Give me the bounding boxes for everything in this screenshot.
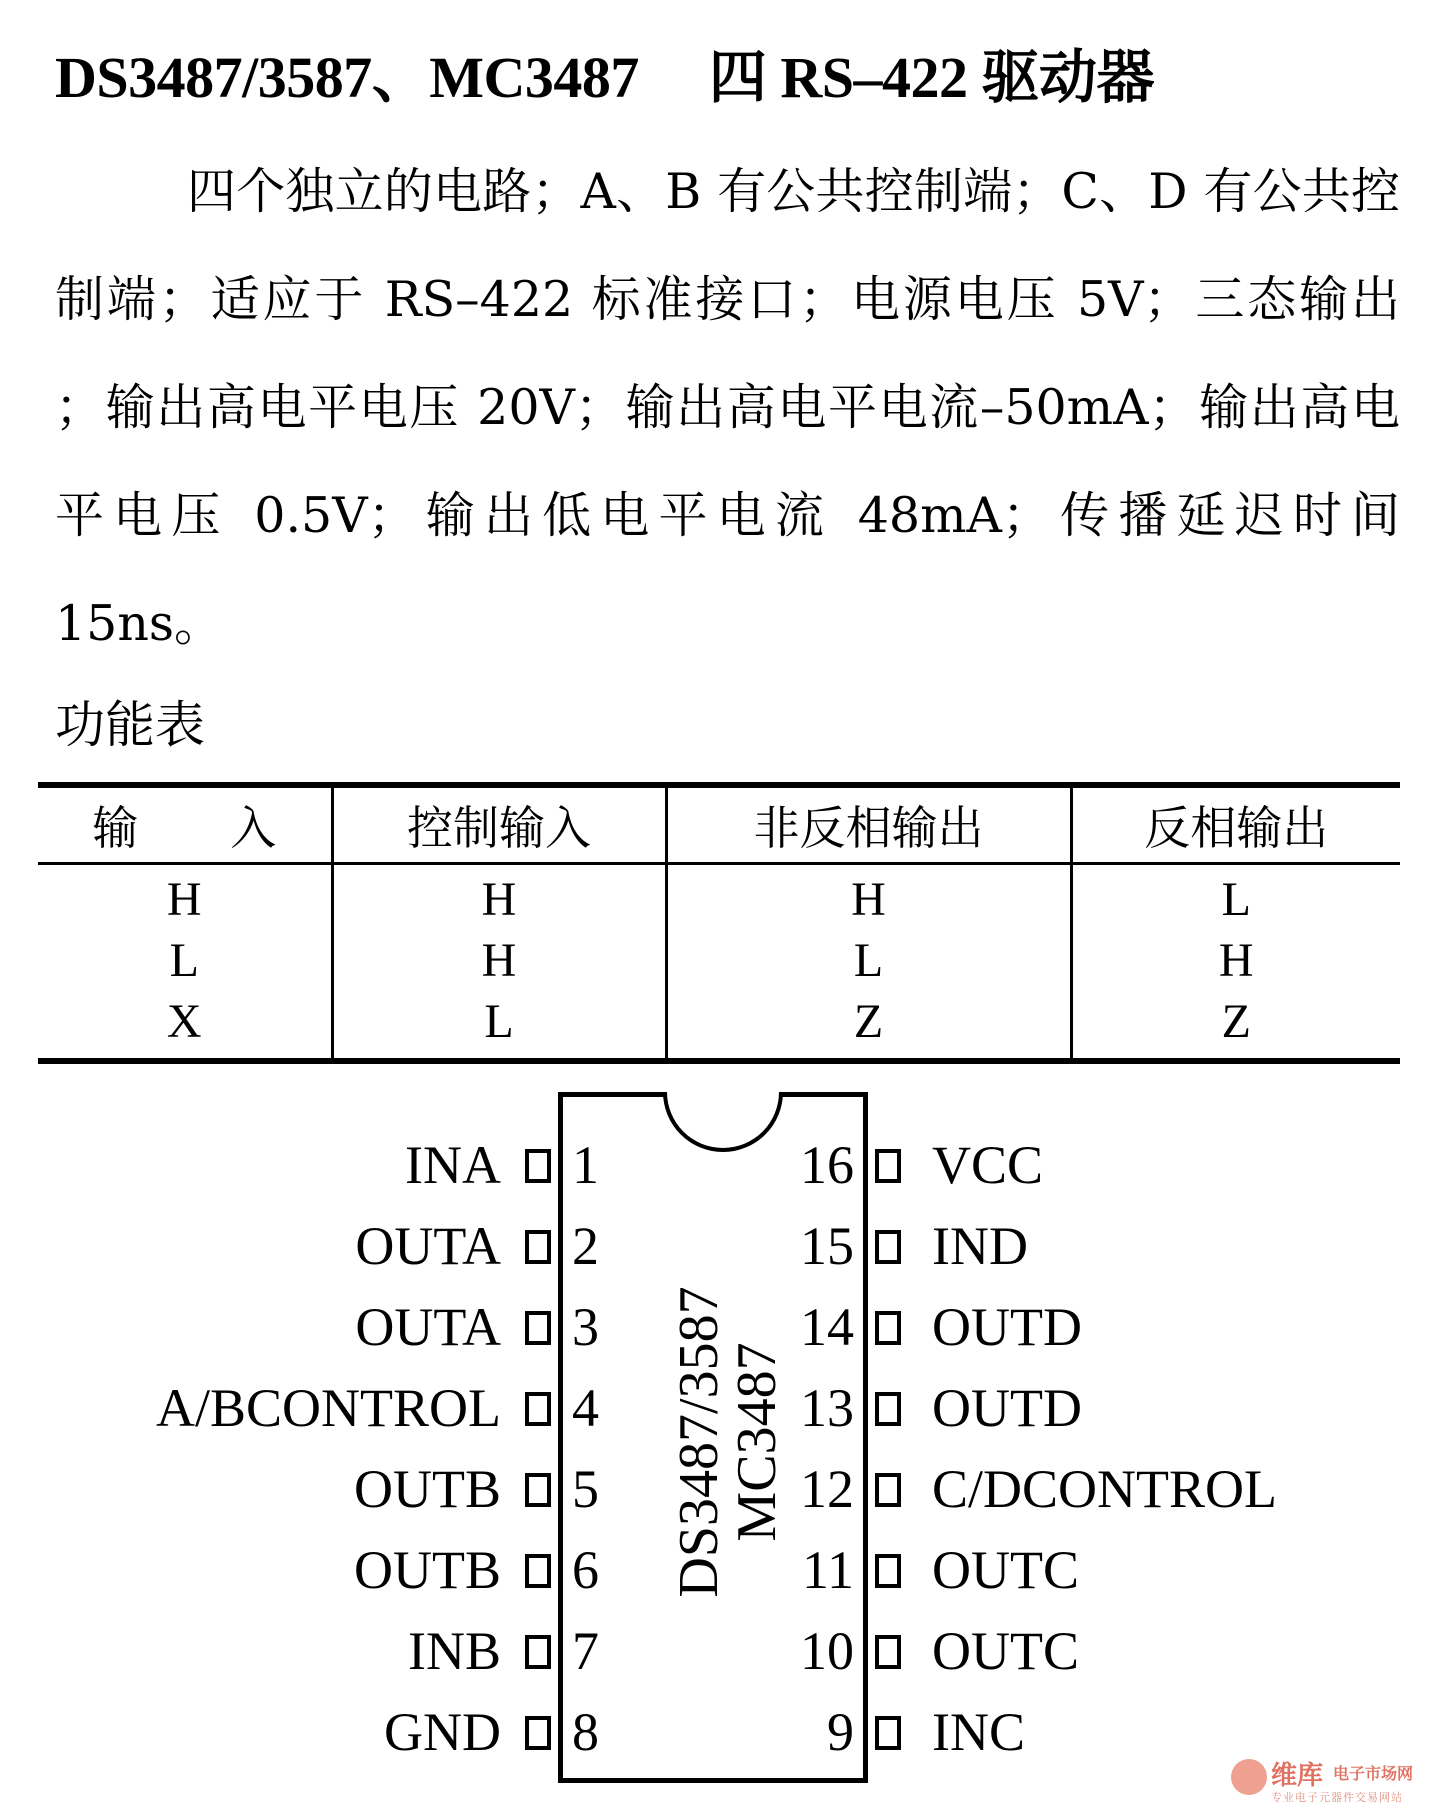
table-row (38, 864, 1400, 931)
table-cell: L (332, 991, 666, 1061)
pin-number-right: 10 (800, 1621, 854, 1681)
pin-name-right: INC (932, 1702, 1025, 1762)
pin-row (0, 1125, 1439, 1205)
pin-pad-right (875, 1392, 901, 1426)
pin-name-right: C/DCONTROL (932, 1459, 1278, 1519)
pin-number-right: 15 (800, 1216, 854, 1276)
pin-name-left: A/BCONTROL (155, 1378, 501, 1438)
pin-number-right: 9 (827, 1702, 854, 1762)
watermark (1231, 1755, 1431, 1811)
pin-pad-left (525, 1149, 551, 1183)
pin-number-left: 7 (572, 1621, 599, 1681)
pin-row (0, 1611, 1439, 1691)
pin-row (0, 1692, 1439, 1772)
table-cell: Z (666, 991, 1071, 1061)
pin-number-left: 2 (572, 1216, 599, 1276)
pin-number-left: 8 (572, 1702, 599, 1762)
pin-number-right: 13 (800, 1378, 854, 1438)
header-inverting-output: 反相输出 (1071, 785, 1400, 864)
pin-number-left: 6 (572, 1540, 599, 1600)
pin-number-right: 16 (800, 1135, 854, 1195)
table-cell: L (1071, 864, 1400, 931)
pin-name-right: OUTC (932, 1621, 1079, 1681)
title-description: 四 RS–422 驱动器 (708, 45, 1155, 110)
pin-name-left: INA (405, 1135, 501, 1195)
watermark-brand-suffix: 电子市场网 (1333, 1764, 1414, 1783)
header-noninverting-output: 非反相输出 (666, 785, 1071, 864)
pin-pad-right (875, 1554, 901, 1588)
table-cell: L (666, 930, 1071, 991)
pin-pad-left (525, 1392, 551, 1426)
watermark-slogan: 专业电子元器件交易网站 (1271, 1791, 1403, 1804)
pin-name-left: OUTB (354, 1459, 501, 1519)
watermark-logo-icon (1231, 1759, 1267, 1795)
pin-pad-right (875, 1149, 901, 1183)
pin-name-right: OUTD (932, 1378, 1082, 1438)
pin-row (0, 1449, 1439, 1529)
pin-row (0, 1206, 1439, 1286)
pin-row (0, 1287, 1439, 1367)
pin-number-left: 4 (572, 1378, 599, 1438)
pin-name-left: GND (384, 1702, 501, 1762)
table-header-row (38, 785, 1400, 864)
pin-number-left: 3 (572, 1297, 599, 1357)
function-table-label: 功能表 (55, 696, 205, 754)
pin-pad-left (525, 1554, 551, 1588)
pin-number-left: 5 (572, 1459, 599, 1519)
header-input: 输 入 (38, 785, 332, 864)
pin-pad-left (525, 1473, 551, 1507)
pin-pad-right (875, 1716, 901, 1750)
function-table (38, 782, 1400, 1064)
pin-number-right: 14 (800, 1297, 854, 1357)
pin-name-right: VCC (932, 1135, 1044, 1195)
table-cell: H (332, 864, 666, 931)
pin-number-left: 1 (572, 1135, 599, 1195)
pin-pad-right (875, 1635, 901, 1669)
table-cell: H (166, 873, 202, 926)
pin-pad-left (525, 1716, 551, 1750)
pin-name-right: OUTC (932, 1540, 1079, 1600)
pin-name-left: INB (408, 1621, 501, 1681)
table-cell: H (666, 864, 1071, 931)
pin-name-right: IND (932, 1216, 1028, 1276)
description-paragraph: 四个独立的电路；A、B 有公共控制端；C、D 有公共控制端；适应于 RS–422 标准接口；电源电压 5V；三态输出 ；输出高电平电压 20V；输出高电平电流–50mA；输出高电平电压 0.5V；输出低电平电流 48mA；传播延迟时间 15ns。 (55, 163, 1400, 652)
pin-pad-left (525, 1230, 551, 1264)
pin-name-left: OUTA (355, 1216, 501, 1276)
table-cell: X (166, 995, 202, 1048)
table-cell: Z (1071, 991, 1400, 1061)
pin-pad-left (525, 1311, 551, 1345)
pin-pad-right (875, 1473, 901, 1507)
pin-row (0, 1530, 1439, 1610)
table-row (38, 991, 1400, 1061)
page-title (55, 38, 1425, 118)
pin-row (0, 1368, 1439, 1448)
pin-pad-left (525, 1635, 551, 1669)
pin-pad-right (875, 1230, 901, 1264)
table-cell: H (332, 930, 666, 991)
table-row (38, 930, 1400, 991)
pin-number-right: 11 (802, 1540, 854, 1600)
pin-number-right: 12 (800, 1459, 854, 1519)
chip-label-line-2: MC3487 (726, 1342, 788, 1542)
pin-name-left: OUTB (354, 1540, 501, 1600)
table-cell: L (169, 934, 199, 987)
watermark-brand: 维库 (1271, 1761, 1324, 1791)
pin-name-left: OUTA (355, 1297, 501, 1357)
chip-label-line-1: DS3487/3587 (668, 1286, 730, 1598)
table-cell: H (1071, 930, 1400, 991)
header-control-input: 控制输入 (332, 785, 666, 864)
title-part-numbers: DS3487/3587、MC3487 (55, 45, 639, 110)
pin-pad-right (875, 1311, 901, 1345)
pin-name-right: OUTD (932, 1297, 1082, 1357)
